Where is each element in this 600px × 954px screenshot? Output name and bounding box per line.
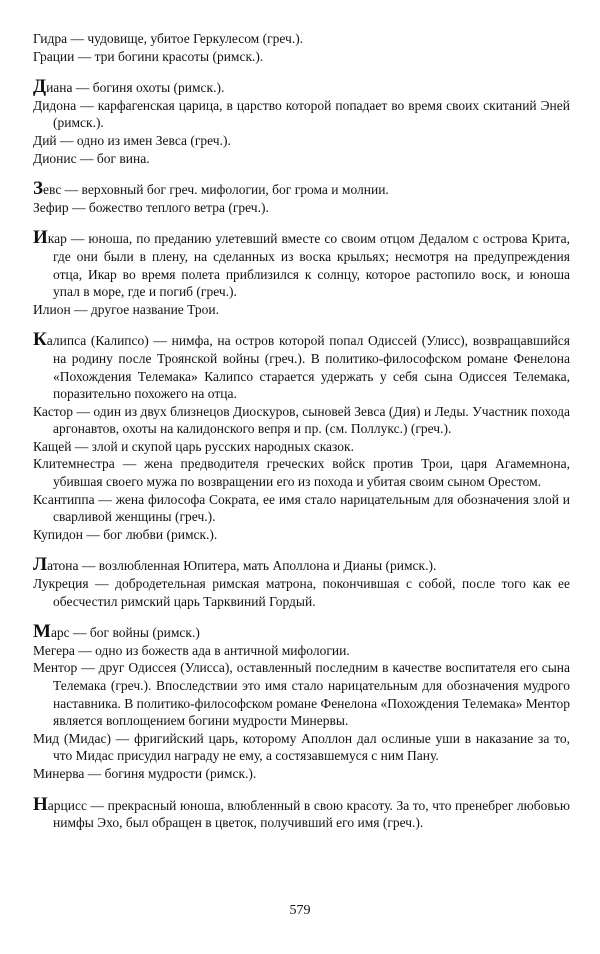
entry-text: Дионис — бог вина.	[33, 150, 150, 166]
letter-group	[33, 77, 570, 167]
entry-text: Ксантиппа — жена философа Сократа, ее имя стало нарицательным для обозначения злой и сварливой женщины (греч.).	[33, 491, 570, 525]
entry-text: иана — богиня охоты (римск.).	[46, 80, 225, 96]
glossary-entry	[33, 795, 570, 832]
glossary-entry	[33, 438, 570, 456]
glossary-entry	[33, 301, 570, 319]
letter-group	[33, 795, 570, 832]
entry-text: кар — юноша, по преданию улетевший вместе со своим отцом Дедалом с острова Крита, где они были в плену, на сделанных из воска крыльях; несмотря на предупреждения отца, Икар во время полета приблизился к солнцу, которое растопило воск, и юноша упал в море, где и погиб (греч.).	[47, 231, 570, 300]
glossary-entry	[33, 199, 570, 217]
glossary-entry	[33, 228, 570, 300]
glossary-entry	[33, 575, 570, 610]
glossary-entry	[33, 765, 570, 783]
letter-group	[33, 622, 570, 782]
entry-text: Ментор — друг Одиссея (Улисса), оставленный последним в качестве воспитателя его сына Телемака (греч.). Впоследствии это имя стало нарицательным для обозначения мудрого наставника. В политико-философском романе Фенелона «Похождения Телемака» Ментор является воплощением богини мудрости Минервы.	[33, 660, 570, 729]
entry-text: арцисс — прекрасный юноша, влюбленный в свою красоту. За то, что пренебрег любовью нимфы Эхо, был обращен в цветок, получивший его имя (греч.).	[47, 797, 570, 831]
initial-letter: М	[33, 621, 51, 643]
entry-text: Дидона — карфагенская царица, в царство которой попадает во время своих скитаний Эней (римск.).	[33, 97, 570, 131]
entry-text: атона — возлюбленная Юпитера, мать Аполлона и Дианы (римск.).	[47, 558, 437, 574]
entry-text: Мегера — одно из божеств ада в античной мифологии.	[33, 642, 350, 658]
entry-text: Мид (Мидас) — фригийский царь, которому Аполлон дал ослиные уши в наказание за то, что Мидас присудил награду не ему, а состязавшемуся с ним Пану.	[33, 730, 570, 764]
letter-group	[33, 555, 570, 610]
glossary-entry	[33, 526, 570, 544]
glossary-entry	[33, 555, 570, 575]
entry-text: Кащей — злой и скупой царь русских народных сказок.	[33, 438, 354, 454]
glossary-entry	[33, 622, 570, 642]
glossary-entry	[33, 77, 570, 97]
initial-letter: З	[33, 178, 44, 200]
letter-group	[33, 330, 570, 543]
entry-text: Гидра — чудовище, убитое Геркулесом (греч.).	[33, 31, 304, 46]
initial-letter: К	[33, 329, 47, 351]
glossary-entry	[33, 179, 570, 199]
initial-letter: Л	[33, 554, 48, 576]
initial-letter: И	[33, 227, 48, 249]
glossary-entry	[33, 491, 570, 526]
entry-text: алипса (Калипсо) — нимфа, на остров которой попал Одиссей (Улисс), возвращавшийся на родину после Троянской войны (греч.). В политико-философском романе Фенелона «Похождения Телемака» Калипсо старается удержать у себя сына Одиссея Телемака, поразительно похожего на отца.	[46, 333, 570, 402]
letter-group	[33, 30, 570, 65]
letter-group	[33, 179, 570, 216]
entry-text: Минерва — богиня мудрости (римск.).	[33, 765, 257, 781]
entry-text: Лукреция — добродетельная римская матрона, покончившая с собой, после того как ее обесчестил римский царь Тарквиний Гордый.	[33, 576, 570, 609]
glossary-entry	[33, 455, 570, 490]
entry-text: Кастор — один из двух близнецов Диоскуров, сыновей Зевса (Дия) и Леды. Участник похода аргонавтов, охоты на калидонского вепря и пр. (см. Поллукс.) (греч.).	[33, 403, 570, 437]
glossary-entry	[33, 30, 570, 48]
entry-text: Клитемнестра — жена предводителя греческих войск против Трои, царя Агамемнона, убившая своего мужа по возвращении его из похода и убитая своим сыном Орестом.	[33, 456, 570, 490]
glossary-entry	[33, 132, 570, 150]
entry-text: Илион — другое название Трои.	[33, 301, 219, 317]
glossary-body	[33, 30, 570, 832]
glossary-entry	[33, 403, 570, 438]
entry-text: евс — верховный бог греч. мифологии, бог грома и молнии.	[43, 182, 389, 198]
letter-group	[33, 228, 570, 318]
entry-text: арс — бог войны (римск.)	[50, 625, 200, 641]
glossary-entry	[33, 150, 570, 168]
initial-letter: Н	[33, 793, 48, 815]
glossary-entry	[33, 730, 570, 765]
entry-text: Купидон — бог любви (римск.).	[33, 526, 218, 542]
page-number: 579	[289, 903, 311, 918]
glossary-entry	[33, 97, 570, 132]
entry-text: Зефир — божество теплого ветра (греч.).	[33, 199, 269, 215]
entry-text: Грации — три богини красоты (римск.).	[33, 48, 264, 64]
initial-letter: Д	[33, 76, 47, 98]
glossary-entry	[33, 659, 570, 729]
glossary-entry	[33, 642, 570, 660]
entry-text: Дий — одно из имен Зевса (греч.).	[33, 132, 231, 148]
glossary-entry	[33, 330, 570, 402]
glossary-entry	[33, 48, 570, 66]
